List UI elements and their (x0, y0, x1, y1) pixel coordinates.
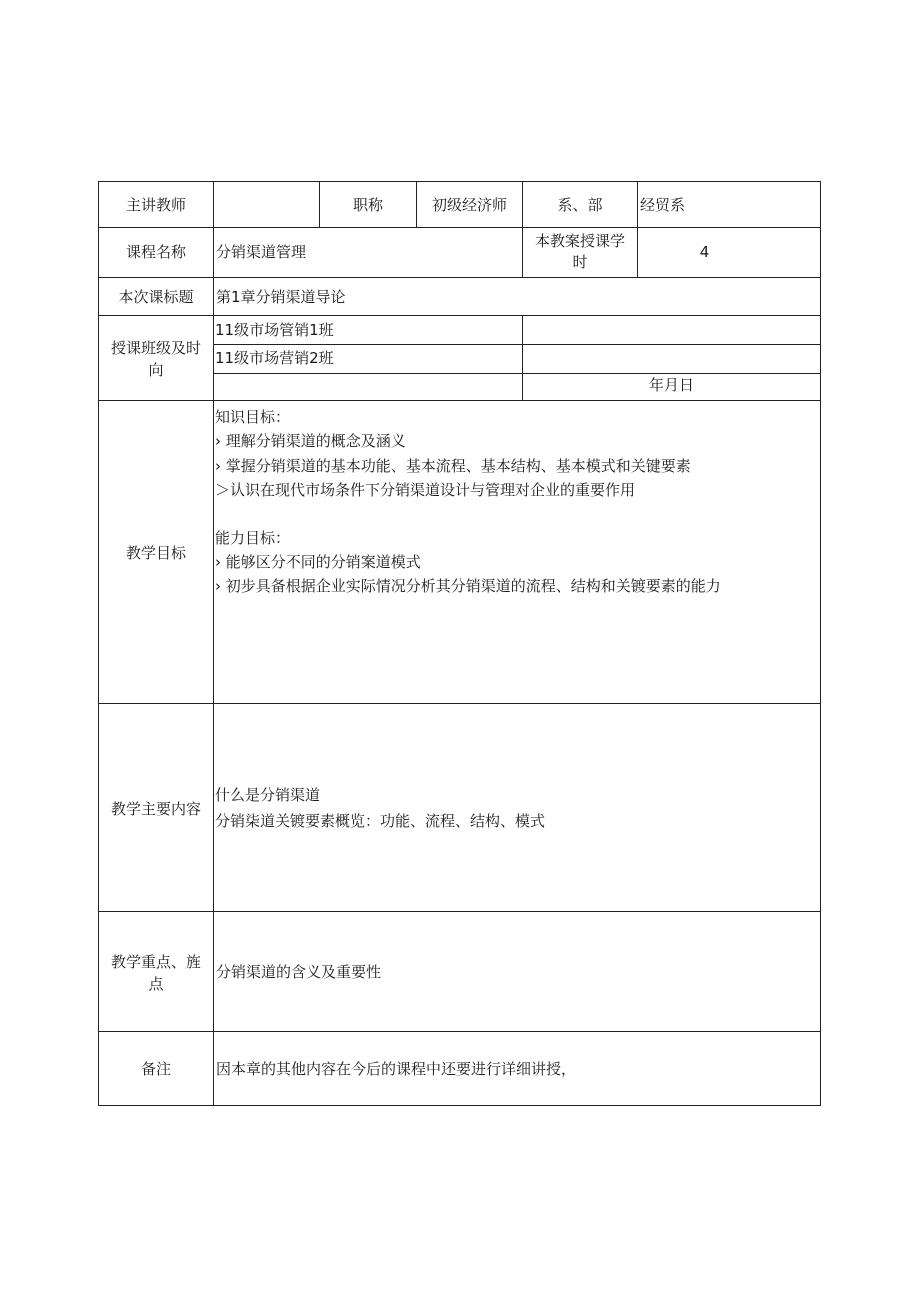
objectives-line: › 能够区分不同的分销案道模式 (215, 553, 421, 571)
objectives-line: › 掌握分销渠道的基本功能、基本流程、基本结构、基本模式和关键要素 (215, 457, 691, 475)
class-hours-label (523, 231, 637, 273)
column-divider (213, 182, 214, 1105)
topic-value: 第1章分销渠道导论 (216, 288, 346, 306)
course-name-label: 课程名称 (125, 243, 186, 261)
class-hours-value: 4 (699, 243, 710, 261)
column-divider (637, 182, 638, 277)
remarks-label: 备注 (140, 1060, 171, 1078)
row-divider (214, 344, 820, 345)
remarks-value: 因本章的其他内容在今后的课程中还要进行详细讲授， (216, 1060, 577, 1078)
class-hours-label-line1: 本教案授课学 (534, 232, 625, 250)
main-content-line: 什么是分销渠道 (215, 786, 321, 804)
objectives-line: 能力目标： (215, 529, 291, 547)
topic-label: 本次课标题 (118, 288, 194, 306)
job-title-label: 职称 (352, 196, 383, 214)
main-content-line: 分销柒道关镀要素概览：功能、流程、结构、模式 (215, 812, 546, 830)
key-points-label-line2: 点 (148, 975, 164, 993)
teacher-label: 主讲教师 (125, 196, 186, 214)
class-time-label-line2: 向 (148, 361, 164, 379)
row-divider (99, 227, 820, 228)
main-content-label: 教学主要内容 (110, 800, 201, 818)
row-divider (99, 277, 820, 278)
row-divider (99, 703, 820, 704)
row-divider (99, 315, 820, 316)
class-time-label (99, 337, 213, 381)
lesson-plan-table (98, 181, 821, 1106)
objectives-line: 知识目标： (215, 408, 291, 426)
row-divider (99, 911, 820, 912)
row-divider (99, 400, 820, 401)
row-divider (214, 373, 820, 374)
job-title-value: 初级经济师 (431, 196, 507, 214)
course-name-value: 分销渠道管理 (216, 243, 307, 261)
key-points-label (99, 951, 213, 995)
class-date: 年月日 (648, 376, 694, 394)
objectives-label: 教学目标 (125, 544, 186, 562)
department-value: 经贸系 (640, 196, 686, 214)
department-label: 系、部 (557, 196, 603, 214)
class-time-label-line1: 授课班级及时 (110, 339, 201, 357)
class-hours-label-line2: 时 (572, 253, 588, 271)
objectives-line: › 理解分销渠道的概念及涵义 (215, 432, 406, 450)
class-1: 11级市场管销1班 (215, 321, 334, 339)
row-divider (99, 1031, 820, 1032)
key-points-label-line1: 教学重点、旌 (110, 953, 201, 971)
class-2: 11级市场营销2班 (215, 349, 334, 367)
key-points-value: 分销渠道的含义及重要性 (216, 963, 382, 981)
objectives-line: › 初步具备根据企业实际情况分析其分销渠道的流程、结构和关镀要素的能力 (215, 577, 721, 595)
objectives-line: ＞认识在现代市场条件下分销渠道设计与管理对企业的重要作用 (215, 481, 636, 499)
